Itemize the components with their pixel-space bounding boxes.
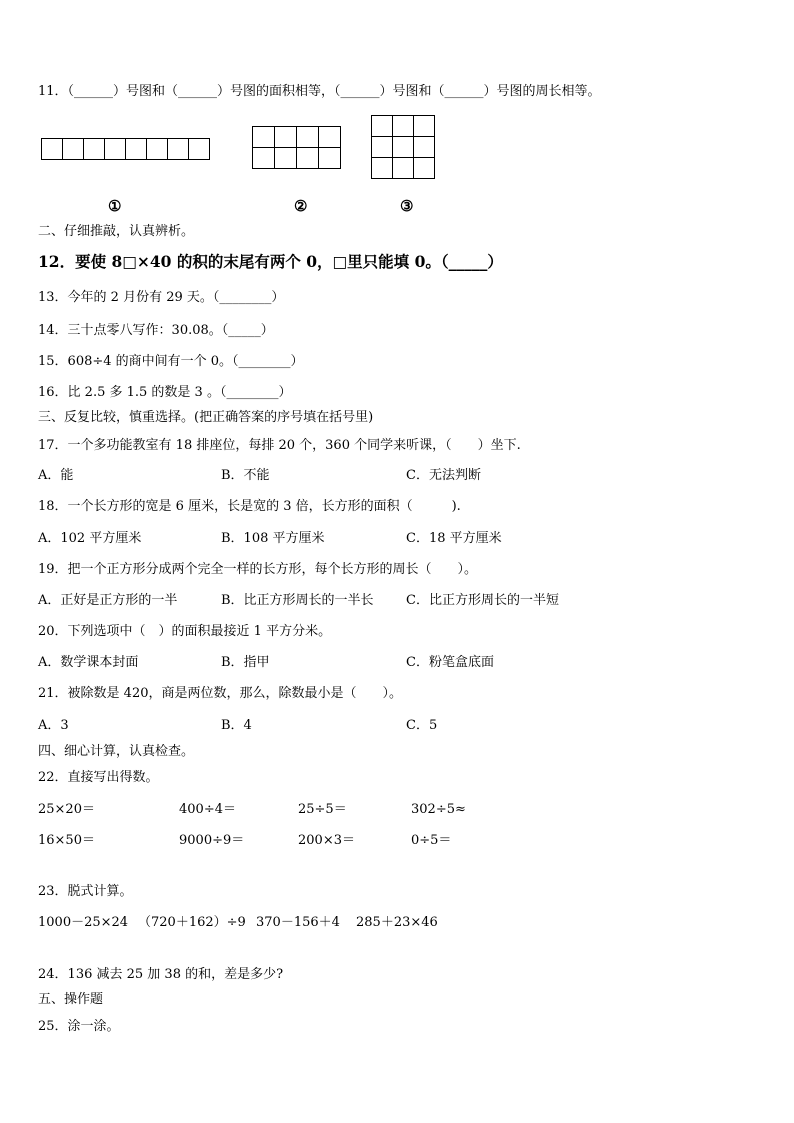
q22-r2-c4: 0÷5＝: [411, 833, 452, 848]
figure-3-label: ③: [400, 197, 414, 215]
question-20-option-b: B．指甲: [221, 655, 270, 670]
question-14: 14．三十点零八写作：30.08。（_____）: [38, 323, 274, 338]
q22-r2-c3: 200×3＝: [298, 833, 355, 848]
section-5-heading: 五、操作题: [38, 992, 104, 1007]
question-13: 13．今年的 2 月份有 29 天。（________）: [38, 290, 285, 305]
figure-1-grid: [41, 138, 210, 160]
figure-3-grid: [371, 115, 435, 179]
figure-1: [41, 138, 210, 160]
question-24: 24．136 减去 25 加 38 的和，差是多少?: [38, 967, 284, 982]
q22-r2-c1: 16×50＝: [38, 833, 95, 848]
q22-r1-c1: 25×20＝: [38, 802, 95, 817]
q23-item-2: （720＋162）÷9: [138, 915, 246, 930]
q22-r1-c3: 25÷5＝: [298, 802, 347, 817]
question-19-option-b: B．比正方形周长的一半长: [221, 593, 374, 608]
question-17-option-a: A．能: [38, 468, 74, 483]
q22-r2-c2: 9000÷9＝: [179, 833, 245, 848]
question-15: 15．608÷4 的商中间有一个 0。（________）: [38, 354, 304, 369]
figure-2: [252, 126, 341, 169]
question-25: 25．涂一涂。: [38, 1019, 120, 1034]
q23-item-1: 1000－25×24: [38, 915, 129, 930]
q22-r1-c4: 302÷5≈: [411, 802, 466, 817]
question-21-option-c: C．5: [406, 718, 438, 733]
question-19-stem: 19．把一个正方形分成两个完全一样的长方形，每个长方形的周长（ ）。: [38, 562, 478, 577]
question-18-option-b: B．108 平方厘米: [221, 531, 325, 546]
section-3-heading: 三、反复比较，慎重选择。(把正确答案的序号填在括号里): [38, 410, 374, 425]
question-12: 12．要使 8□×40 的积的末尾有两个 0，□里只能填 0。（_____）: [38, 252, 503, 271]
q22-r1-c2: 400÷4＝: [179, 802, 236, 817]
question-17-option-c: C．无法判断: [406, 468, 481, 483]
question-18-stem: 18．一个长方形的宽是 6 厘米，长是宽的 3 倍，长方形的面积（ ).: [38, 499, 461, 514]
question-19-option-a: A．正好是正方形的一半: [38, 593, 178, 608]
q23-item-4: 285＋23×46: [356, 915, 438, 930]
question-18-option-c: C．18 平方厘米: [406, 531, 502, 546]
question-11: 11．（______）号图和（______）号图的面积相等，（______）号图和（______）号图的周长相等。: [38, 84, 601, 99]
question-22-stem: 22．直接写出得数。: [38, 770, 159, 785]
question-23-stem: 23．脱式计算。: [38, 884, 133, 899]
figure-2-grid: [252, 126, 341, 169]
figure-1-label: ①: [108, 197, 122, 215]
question-19-option-c: C．比正方形周长的一半短: [406, 593, 559, 608]
question-17-option-b: B．不能: [221, 468, 270, 483]
question-21-stem: 21．被除数是 420，商是两位数，那么，除数最小是（ ）。: [38, 686, 402, 701]
question-20-option-c: C．粉笔盒底面: [406, 655, 494, 670]
question-16: 16．比 2.5 多 1.5 的数是 3 。（________）: [38, 385, 292, 400]
question-18-option-a: A．102 平方厘米: [38, 531, 142, 546]
section-4-heading: 四、细心计算，认真检查。: [38, 744, 195, 759]
figure-2-label: ②: [294, 197, 308, 215]
question-20-stem: 20．下列选项中（ ）的面积最接近 1 平方分米。: [38, 624, 332, 639]
q23-item-3: 370－156＋4: [256, 915, 340, 930]
question-21-option-a: A．3: [38, 718, 69, 733]
question-17-stem: 17．一个多功能教室有 18 排座位，每排 20 个，360 个同学来听课，（ ）坐下.: [38, 438, 521, 453]
section-2-heading: 二、仔细推敲，认真辨析。: [38, 224, 195, 239]
question-21-option-b: B．4: [221, 718, 252, 733]
question-20-option-a: A．数学课本封面: [38, 655, 139, 670]
figure-3: [371, 115, 435, 179]
